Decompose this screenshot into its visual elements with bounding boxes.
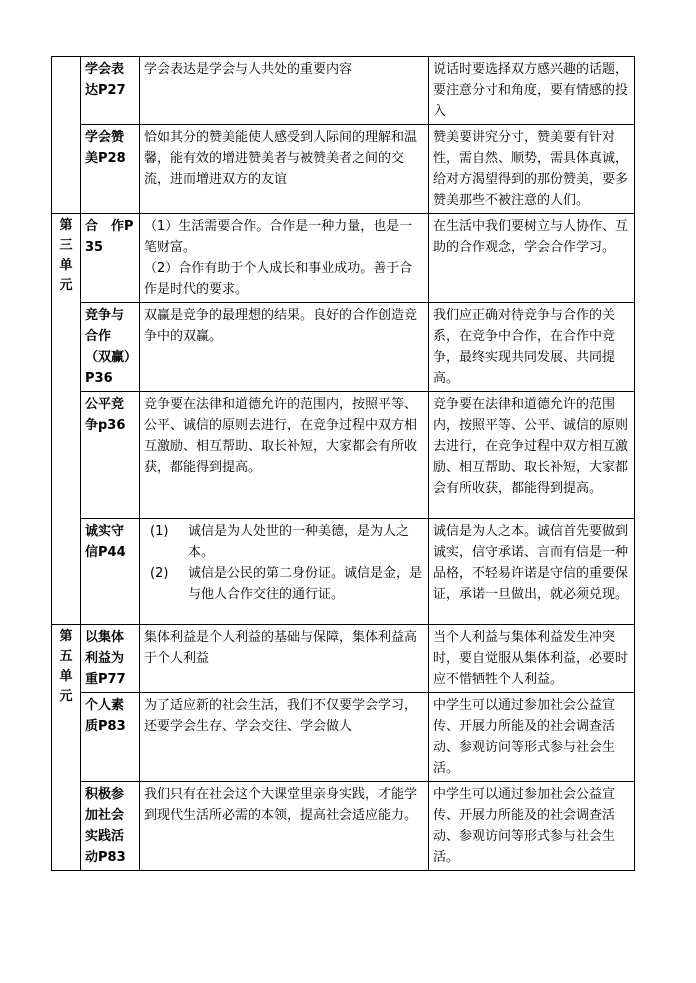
content-paragraph: 双赢是竞争的最理想的结果。良好的合作创造竞争中的双赢。 — [144, 308, 418, 344]
numbered-item — [144, 521, 424, 563]
content-cell — [140, 57, 429, 125]
content-paragraph: 集体利益是个人利益的基础与保障，集体利益高于个人利益 — [144, 630, 418, 666]
table-row — [52, 392, 635, 519]
note-cell: 当个人利益与集体利益发生冲突时，要自觉服从集体利益，必要时应不惜牺牲个人利益。 — [429, 625, 635, 693]
topic-cell: 竞争与合作（双赢）P36 — [81, 303, 140, 392]
table-row — [52, 693, 635, 782]
content-paragraph: （1）生活需要合作。合作是一种力量，也是一笔财富。 — [144, 219, 413, 255]
content-cell — [140, 214, 429, 303]
item-text: 诚信是公民的第二身份证。诚信是金，是与他人合作交往的通行证。 — [188, 566, 423, 602]
table-row — [52, 519, 635, 625]
unit-char: 五 — [59, 649, 73, 664]
content-cell — [140, 303, 429, 392]
table-row — [52, 782, 635, 871]
numbered-item — [144, 563, 424, 605]
topic-cell: 学会赞美P28 — [81, 125, 140, 214]
topic-cell: 学会表达P27 — [81, 57, 140, 125]
notes-table — [51, 56, 635, 871]
content-paragraph: （2）合作有助于个人成长和事业成功。善于合作是时代的要求。 — [144, 261, 413, 297]
topic-cell: 个人素质P83 — [81, 693, 140, 782]
content-paragraph: 恰如其分的赞美能使人感受到人际间的理解和温馨，能有效的增进赞美者与被赞美者之间的交流，进而增进双方的友谊 — [144, 130, 418, 187]
topic-cell: 以集体利益为重P77 — [81, 625, 140, 693]
unit-char: 三 — [59, 238, 73, 253]
unit-char: 元 — [59, 278, 73, 293]
note-cell: 我们应正确对待竞争与合作的关系，在竞争中合作，在合作中竞争，最终实现共同发展、共同提高。 — [429, 303, 635, 392]
content-paragraph: 我们只有在社会这个大课堂里亲身实践，才能学到现代生活所必需的本领，提高社会适应能力。 — [144, 787, 418, 823]
unit-cell — [52, 57, 81, 214]
note-cell: 中学生可以通过参加社会公益宣传、开展力所能及的社会调查活动、参观访问等形式参与社会生活。 — [429, 782, 635, 871]
table-row — [52, 57, 635, 125]
table-row — [52, 214, 635, 303]
item-text: 诚信是为人处世的一种美德，是为人之本。 — [188, 524, 410, 560]
topic-cell: 公平竞争p36 — [81, 392, 140, 519]
unit-cell — [52, 214, 81, 625]
content-paragraph: 竞争要在法律和道德允许的范围内，按照平等、公平、诚信的原则去进行，在竞争过程中双方相互激励、相互帮助、取长补短，大家都会有所收获，都能得到提高。 — [144, 397, 418, 475]
note-cell: 诚信是为人之本。诚信首先要做到诚实，信守承诺、言而有信是一种品格，不轻易许诺是守信的重要保证，承诺一旦做出，就必须兑现。 — [429, 519, 635, 625]
unit-char: 单 — [59, 669, 73, 684]
content-cell — [140, 125, 429, 214]
note-cell: 竞争要在法律和道德允许的范围内，按照平等、公平、诚信的原则去进行，在竞争过程中双方相互激励、相互帮助、取长补短，大家都会有所收获，都能得到提高。 — [429, 392, 635, 519]
content-paragraph: 学会表达是学会与人共处的重要内容 — [144, 62, 353, 77]
content-cell — [140, 782, 429, 871]
content-paragraph: 为了适应新的社会生活，我们不仅要学会学习，还要学会生存、学会交往、学会做人 — [144, 698, 418, 734]
note-cell: 在生活中我们要树立与人协作、互助的合作观念，学会合作学习。 — [429, 214, 635, 303]
topic-cell: 诚实守信P44 — [81, 519, 140, 625]
table-row — [52, 625, 635, 693]
topic-cell: 积极参加社会实践活动P83 — [81, 782, 140, 871]
content-cell — [140, 693, 429, 782]
item-number: (2) — [150, 566, 169, 581]
note-cell: 赞美要讲究分寸，赞美要有针对性，需自然、顺势，需具体真诚，给对方渴望得到的那份赞美，要多赞美那些不被注意的人们。 — [429, 125, 635, 214]
topic-cell: 合 作P35 — [81, 214, 140, 303]
table-row — [52, 303, 635, 392]
table-row — [52, 125, 635, 214]
item-number: (1) — [150, 524, 169, 539]
content-cell — [140, 392, 429, 519]
unit-cell — [52, 625, 81, 871]
unit-char: 元 — [59, 689, 73, 704]
content-cell — [140, 519, 429, 625]
note-cell: 说话时要选择双方感兴趣的话题，要注意分寸和角度，要有情感的投入 — [429, 57, 635, 125]
note-cell: 中学生可以通过参加社会公益宣传、开展力所能及的社会调查活动、参观访问等形式参与社会生活。 — [429, 693, 635, 782]
unit-char: 单 — [59, 258, 73, 273]
content-cell — [140, 625, 429, 693]
unit-char: 第 — [59, 218, 73, 233]
unit-char: 第 — [59, 629, 73, 644]
